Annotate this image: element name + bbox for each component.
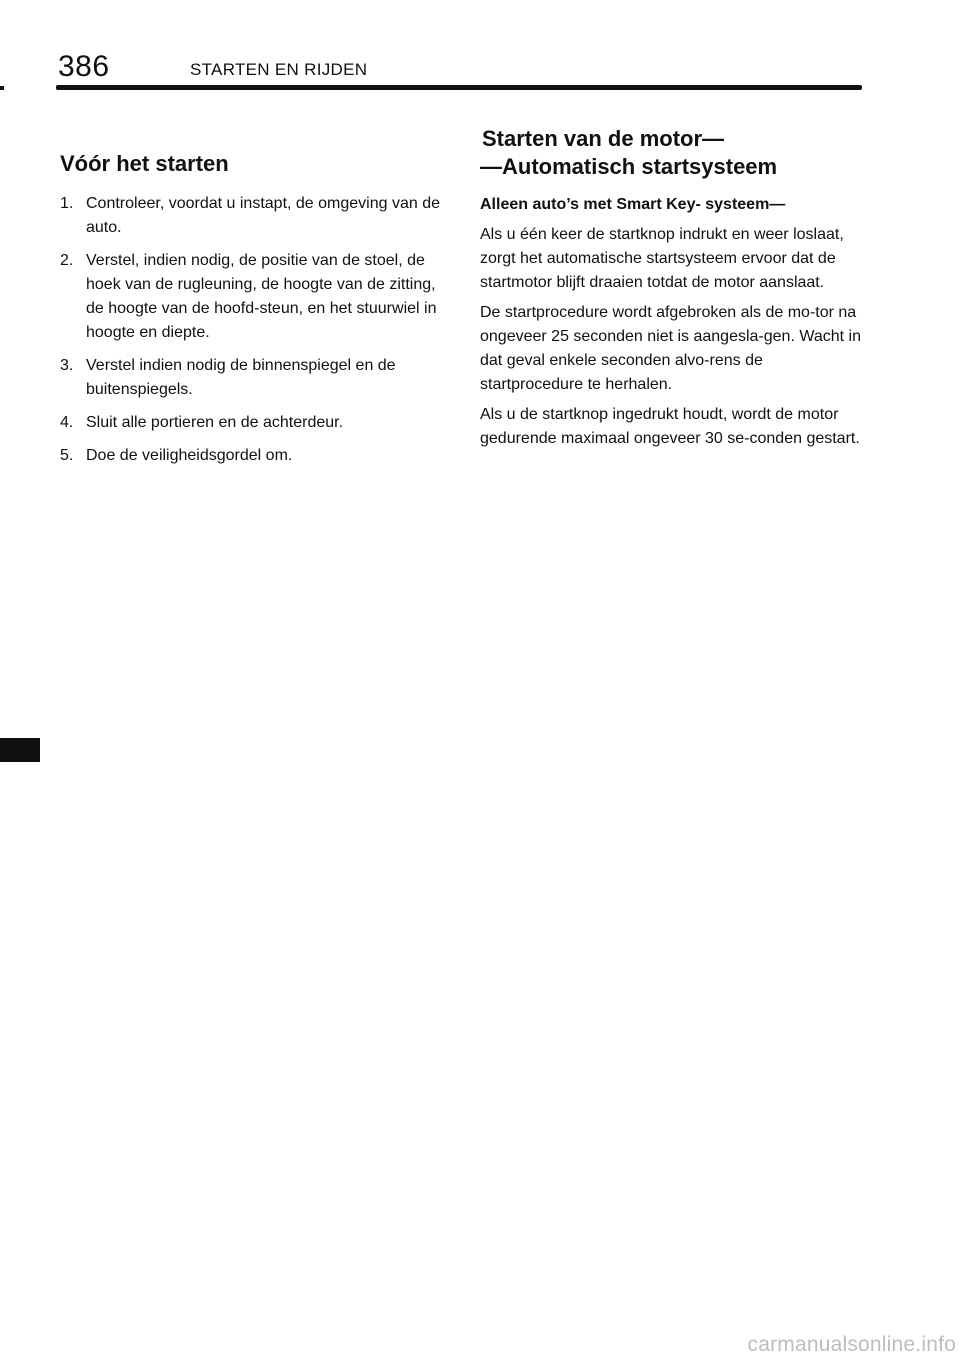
item-text: Sluit alle portieren en de achterdeur. bbox=[86, 414, 344, 431]
checklist-item bbox=[60, 249, 445, 345]
engine-start-heading-line1: Starten van de motor— bbox=[482, 126, 725, 151]
checklist-item bbox=[60, 192, 445, 240]
section-title: STARTEN EN RIJDEN bbox=[190, 60, 368, 79]
chapter-thumb-tab bbox=[0, 738, 40, 762]
item-number: 4. bbox=[60, 414, 74, 431]
header-rule bbox=[56, 85, 862, 90]
item-text: Verstel indien nodig de binnenspiegel en de buitenspiegels. bbox=[86, 357, 396, 398]
right-column bbox=[480, 125, 870, 457]
item-number: 1. bbox=[60, 195, 74, 212]
checklist-item bbox=[60, 411, 445, 435]
left-column bbox=[60, 150, 445, 477]
item-text: Controleer, voordat u instapt, de omgeving van de auto. bbox=[86, 195, 440, 236]
body-paragraph: De startprocedure wordt afgebroken als de mo-tor na ongeveer 25 seconden niet is aangesla-gen. Wacht in dat geval enkele seconden alvo-rens de startprocedure te herhalen. bbox=[480, 304, 861, 393]
margin-mark bbox=[0, 86, 4, 90]
before-starting-heading: Vóór het starten bbox=[60, 151, 229, 176]
checklist-item bbox=[60, 444, 445, 468]
body-paragraph: Als u één keer de startknop indrukt en weer loslaat, zorgt het automatische startsysteem ervoor dat de startmotor blijft draaien totdat de motor aanslaat. bbox=[480, 226, 844, 291]
smart-key-subheading: Alleen auto’s met Smart Key- systeem— bbox=[480, 196, 786, 213]
item-text: Doe de veiligheidsgordel om. bbox=[86, 447, 293, 464]
item-text: Verstel, indien nodig, de positie van de stoel, de hoek van de rugleuning, de hoogte van de zitting, de hoogte van de hoofd-steun, en het stuurwiel in hoogte en diepte. bbox=[86, 252, 437, 341]
item-number: 2. bbox=[60, 252, 74, 269]
body-paragraph: Als u de startknop ingedrukt houdt, wordt de motor gedurende maximaal ongeveer 30 se-conden gestart. bbox=[480, 406, 860, 447]
item-number: 3. bbox=[60, 357, 74, 374]
item-number: 5. bbox=[60, 447, 74, 464]
checklist bbox=[60, 192, 445, 468]
checklist-item bbox=[60, 354, 445, 402]
engine-start-heading-line2: —Automatisch startsysteem bbox=[480, 154, 778, 179]
watermark: carmanualsonline.info bbox=[747, 1333, 956, 1356]
page-number: 386 bbox=[58, 50, 110, 83]
